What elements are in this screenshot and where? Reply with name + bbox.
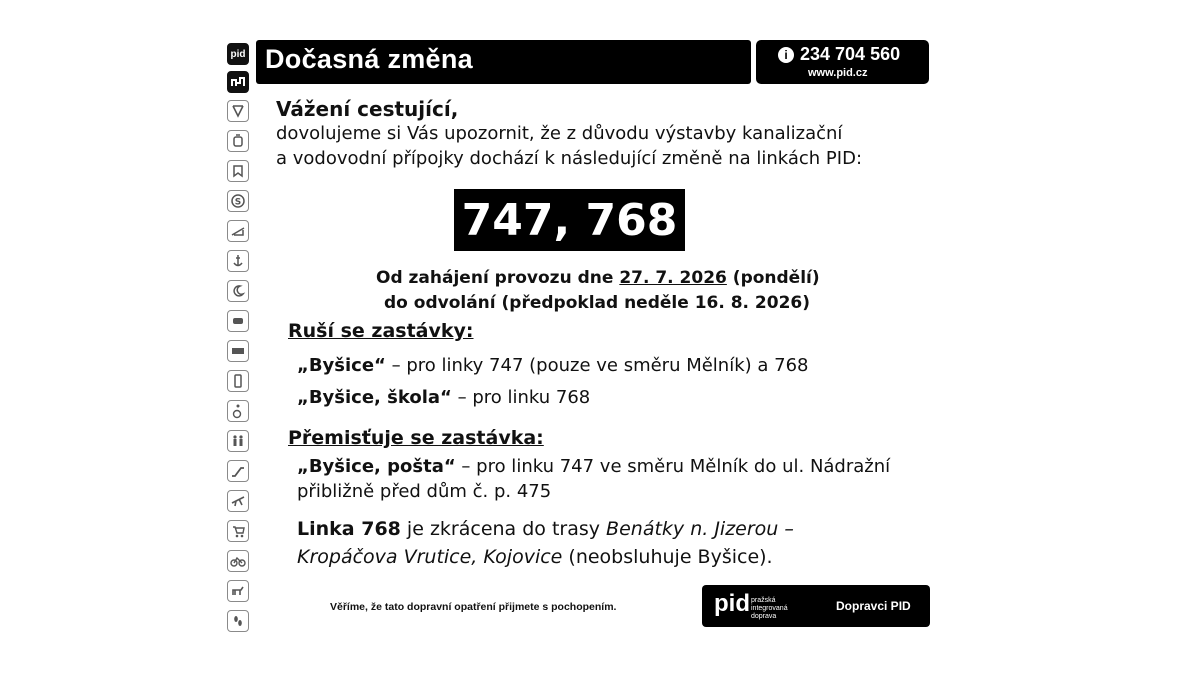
dog-icon	[227, 580, 249, 602]
date-start: 27. 7. 2026	[619, 268, 727, 288]
svg-text:S: S	[234, 197, 242, 208]
pid-logo-subtitle: pražská integrovaná doprava	[751, 597, 788, 620]
line-text-2: (neobsluhuje Byšice).	[562, 546, 773, 568]
date-prefix: Od zahájení provozu dne	[376, 268, 620, 288]
footsteps-icon	[227, 610, 249, 632]
affected-lines: 747, 768	[454, 189, 685, 251]
line-change-note	[297, 518, 794, 540]
bicycle-icon	[227, 550, 249, 572]
date-suffix: (pondělí)	[726, 268, 820, 288]
escalator-icon	[227, 460, 249, 482]
pid-logo-mini	[227, 43, 249, 65]
cancelled-stop	[297, 387, 590, 408]
validity-end: do odvolání (předpoklad neděle 16. 8. 2026)	[384, 293, 811, 313]
pid-mini-text: pid	[230, 48, 246, 60]
cancelled-stops-heading: Ruší se zastávky:	[288, 320, 474, 342]
stop-detail: – pro linku 768	[451, 387, 591, 408]
stroller-icon	[227, 520, 249, 542]
s-train-icon	[227, 190, 249, 212]
route-from: Benátky n. Jizerou –	[606, 518, 794, 540]
carrier-label: Dopravci PID	[836, 599, 911, 613]
info-icon: i	[778, 47, 794, 63]
line-change-note-2	[297, 546, 773, 568]
line-text: je zkrácena do trasy	[400, 518, 607, 540]
metro-icon	[227, 100, 249, 122]
route-to: Kropáčova Vrutice, Kojovice	[297, 546, 563, 568]
phone-line	[778, 44, 900, 65]
night-icon	[227, 280, 249, 302]
bus-icon	[227, 71, 249, 93]
wheelchair-icon	[227, 400, 249, 422]
line-label: Linka 768	[297, 518, 401, 540]
phone-number[interactable]: 234 704 560	[800, 44, 901, 64]
ferry-icon	[227, 250, 249, 272]
pid-logo-text: pid	[714, 590, 750, 617]
intro-line-1: dovolujeme si Vás upozornit, že z důvodu výstavby kanalizační	[276, 123, 843, 144]
contact-box	[756, 40, 929, 84]
cancelled-stop	[297, 355, 809, 376]
train-icon	[227, 160, 249, 182]
moved-stop	[297, 456, 890, 477]
family-icon	[227, 430, 249, 452]
moved-stop-location: přibližně před dům č. p. 475	[297, 481, 552, 502]
stop-detail: – pro linky 747 (pouze ve směru Mělník) a 768	[385, 355, 809, 376]
stop-detail: – pro linku 747 ve směru Mělník do ul. Nádražní	[455, 456, 891, 477]
stop-name: „Byšice, škola“	[297, 387, 452, 408]
moved-stop-heading: Přemisťuje se zastávka:	[288, 427, 544, 449]
pid-footer-logo	[702, 585, 930, 627]
stop-name: „Byšice, pošta“	[297, 456, 456, 477]
funicular-icon	[227, 220, 249, 242]
greeting: Vážení cestující,	[276, 97, 459, 121]
tram-icon	[227, 130, 249, 152]
regional-bus-icon	[227, 310, 249, 332]
closing-note: Věříme, že tato dopravní opatření přijmete s pochopením.	[330, 601, 617, 613]
ticket-icon	[227, 340, 249, 362]
airport-icon	[227, 490, 249, 512]
stop-name: „Byšice“	[297, 355, 386, 376]
intro-line-2: a vodovodní přípojky dochází k následující změně na linkách PID:	[276, 148, 863, 169]
website-link[interactable]: www.pid.cz	[808, 67, 868, 79]
phone-icon	[227, 370, 249, 392]
page-title: Dočasná změna	[265, 44, 473, 74]
validity-start	[376, 268, 820, 288]
